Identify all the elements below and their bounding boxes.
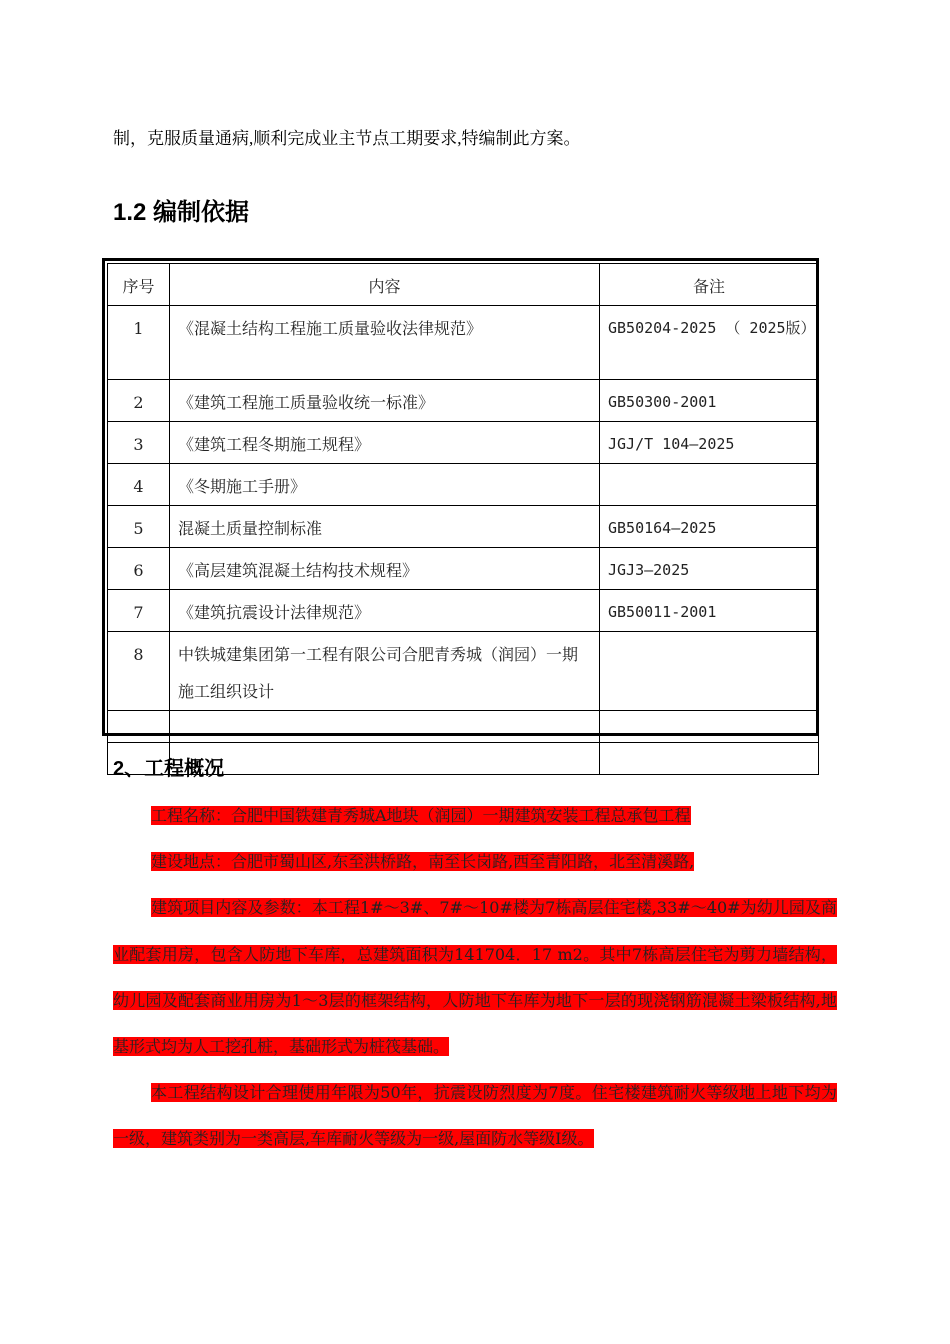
row-remark: GB50300-2001 [600, 380, 819, 422]
row-remark [600, 711, 819, 743]
row-no: 2 [108, 380, 170, 422]
section-1-2-heading: 1.2 编制依据 [113, 199, 250, 226]
row-content [170, 711, 600, 743]
project-overview [113, 793, 837, 1163]
table-row [108, 632, 819, 711]
row-no: 6 [108, 548, 170, 590]
overview-paragraph-design [113, 1070, 837, 1162]
row-content: 混凝土质量控制标准 [170, 506, 600, 548]
basis-table [107, 263, 819, 775]
row-remark [600, 632, 819, 711]
section-2-heading: 2、工程概况 [113, 758, 225, 780]
row-remark: JGJ/T 104—2025 [600, 422, 819, 464]
highlighted-text: 建筑项目内容及参数：本工程1#～3#、7#～10#楼为7栋高层住宅楼,33#～40#为幼儿园及商业配套用房，包含人防地下车库，总建筑面积为141704．17 m2。其中7栋高层住宅为剪力墙结构，幼儿园及配套商业用房为1～3层的框架结构，人防地下车库为地下一层的现浇钢筋混凝土梁板结构,地基形式均为人工挖孔桩，基础形式为桩筏基础。 [113, 898, 837, 1057]
row-no [108, 711, 170, 743]
row-remark: GB50011-2001 [600, 590, 819, 632]
row-remark [600, 743, 819, 775]
table-row [108, 422, 819, 464]
row-no: 7 [108, 590, 170, 632]
row-remark: GB50164—2025 [600, 506, 819, 548]
row-no: 1 [108, 306, 170, 380]
intro-paragraph: 制，克服质量通病,顺利完成业主节点工期要求,特编制此方案。 [113, 129, 581, 148]
table-row [108, 590, 819, 632]
table-row [108, 306, 819, 380]
row-content: 中铁城建集团第一工程有限公司合肥青秀城（润园）一期施工组织设计 [170, 632, 600, 711]
header-remark: 备注 [600, 264, 819, 306]
row-content: 《建筑工程冬期施工规程》 [170, 422, 600, 464]
overview-paragraph-name [113, 793, 837, 839]
row-no: 8 [108, 632, 170, 711]
row-no: 5 [108, 506, 170, 548]
row-remark: JGJ3—2025 [600, 548, 819, 590]
row-content: 《建筑工程施工质量验收统一标准》 [170, 380, 600, 422]
row-content: 《混凝土结构工程施工质量验收法律规范》 [170, 306, 600, 380]
table-row [108, 506, 819, 548]
table-row [108, 380, 819, 422]
row-remark: GB50204-2025 （ 2025版） [600, 306, 819, 380]
row-content: 《建筑抗震设计法律规范》 [170, 590, 600, 632]
table-row [108, 548, 819, 590]
row-no: 4 [108, 464, 170, 506]
row-content: 《冬期施工手册》 [170, 464, 600, 506]
row-no: 3 [108, 422, 170, 464]
row-content: 《高层建筑混凝土结构技术规程》 [170, 548, 600, 590]
overview-paragraph-content [113, 885, 837, 1070]
overview-paragraph-location [113, 839, 837, 885]
table-row [108, 711, 819, 743]
highlighted-text: 本工程结构设计合理使用年限为50年，抗震设防烈度为7度。住宅楼建筑耐火等级地上地下均为一级，建筑类别为一类高层,车库耐火等级为一级,屋面防水等级Ⅰ级。 [113, 1083, 837, 1149]
header-content: 内容 [170, 264, 600, 306]
table-row [108, 464, 819, 506]
header-no: 序号 [108, 264, 170, 306]
highlighted-text: 工程名称：合肥中国铁建青秀城A地块（润园）一期建筑安装工程总承包工程 [151, 806, 691, 825]
row-content [170, 743, 600, 775]
row-remark [600, 464, 819, 506]
highlighted-text: 建设地点：合肥市蜀山区,东至洪桥路，南至长岗路,西至青阳路，北至清溪路, [151, 852, 695, 872]
